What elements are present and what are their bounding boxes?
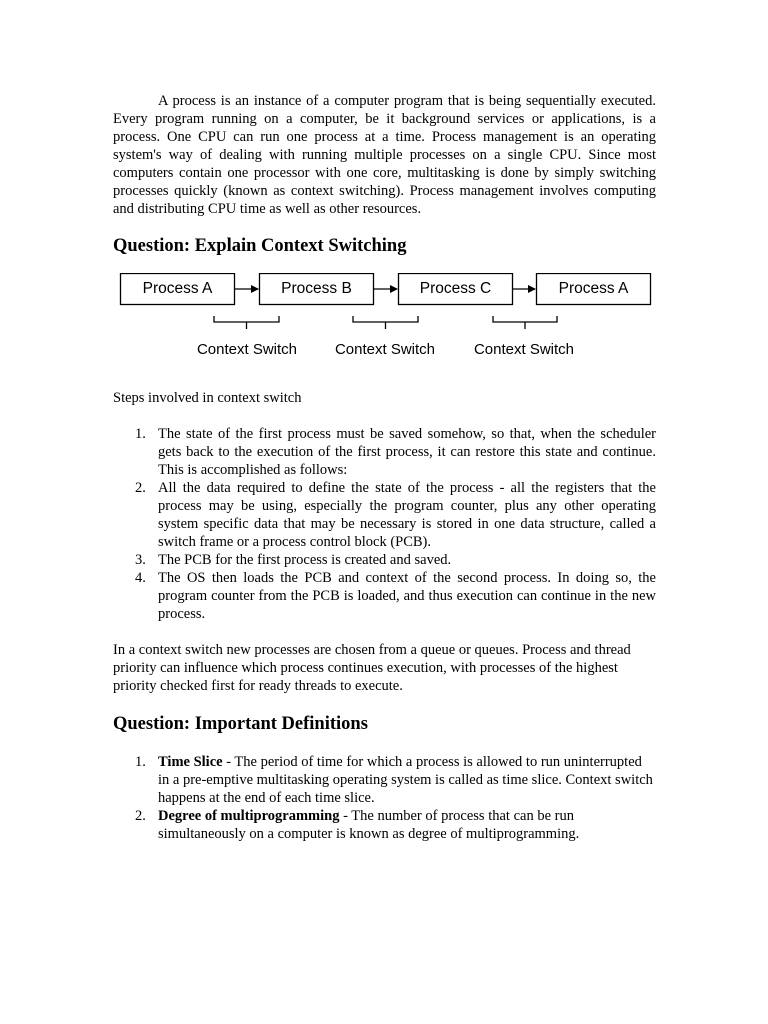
steps-list: [113, 425, 656, 623]
bracket-1: [214, 316, 279, 329]
list-number: 1.: [135, 426, 146, 442]
context-switch-label-2: Context Switch: [334, 341, 436, 358]
definition-term: Time Slice: [158, 754, 223, 770]
process-label-3: Process C: [419, 280, 492, 297]
definition-text: - The number of process that can be run simultaneously on a computer is known as degree of multiprogramming.: [158, 808, 580, 842]
step-text: The OS then loads the PCB and context of the second process. In doing so, the program counter from the PCB is loaded, and thus execution can continue in the new process.: [158, 570, 656, 622]
list-item: [113, 479, 656, 551]
steps-intro: Steps involved in context switch: [113, 390, 302, 406]
bracket-2: [353, 316, 418, 329]
list-item: [113, 569, 656, 623]
context-switch-label-3: Context Switch: [473, 341, 575, 358]
list-item: [113, 753, 656, 807]
context-switch-diagram: [113, 273, 656, 373]
intro-paragraph: A process is an instance of a computer program that is being sequentially executed. Every program running on a computer, be it background services or applications, is a process. One CPU can run one process at a time. Process management is an operating system's way of dealing with running multiple processes on a single CPU. Since most computers contain one processor with one core, multitasking is done by simply switching processes quickly (known as context switching). Process management involves computing and distributing CPU time as well as other resources.: [113, 93, 656, 217]
definition-term: Degree of multiprogramming: [158, 808, 340, 824]
definitions-list: [113, 753, 656, 843]
heading-definitions: Question: Important Definitions: [113, 714, 368, 734]
list-number: 2.: [135, 480, 146, 496]
list-number: 2.: [135, 808, 146, 824]
process-label-1: Process A: [142, 280, 213, 297]
heading-context-switching: Question: Explain Context Switching: [113, 236, 407, 256]
list-number: 3.: [135, 552, 146, 568]
list-item: [113, 425, 656, 479]
list-item: [113, 551, 656, 569]
context-switch-label-1: Context Switch: [196, 341, 298, 358]
queue-paragraph: In a context switch new processes are chosen from a queue or queues. Process and thread priority can influence which process continues execution, with processes of the highest priority checked first for ready threads to execute.: [113, 642, 631, 694]
list-number: 1.: [135, 754, 146, 770]
list-item: [113, 807, 656, 843]
list-number: 4.: [135, 570, 146, 586]
document-page: [113, 92, 656, 843]
step-text: All the data required to define the state of the process - all the registers that the process may be using, especially the program counter, plus any other operating system specific data that may be necessary is stored in one data structure, called a switch frame or a process control block (PCB).: [158, 480, 656, 550]
bracket-3: [493, 316, 557, 329]
step-text: The PCB for the first process is created and saved.: [158, 552, 452, 568]
definition-text: - The period of time for which a process is allowed to run uninterrupted in a pre-emptive multitasking operating system is called as time slice. Context switch happens at the end of each time slice.: [158, 754, 653, 806]
process-label-4: Process A: [558, 280, 629, 297]
process-label-2: Process B: [281, 280, 352, 297]
step-text: The state of the first process must be saved somehow, so that, when the scheduler gets back to the execution of the first process, it can restore this state and continue. This is accomplished as follows:: [158, 426, 656, 478]
